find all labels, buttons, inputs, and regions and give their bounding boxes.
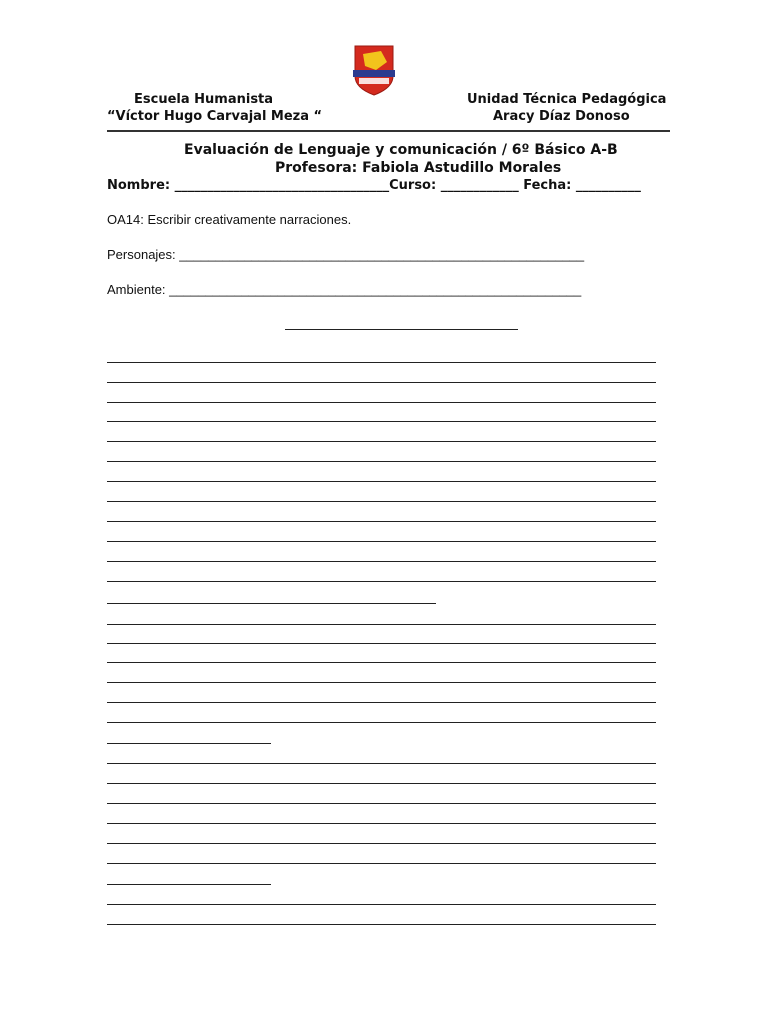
writing-line [107, 904, 656, 905]
writing-line [107, 441, 656, 442]
writing-line [107, 461, 656, 462]
writing-line [107, 783, 656, 784]
writing-line [107, 362, 656, 363]
writing-line [107, 624, 656, 625]
writing-line [107, 643, 656, 644]
story-title-line [285, 329, 518, 330]
writing-line [107, 662, 656, 663]
teacher-line: Profesora: Fabiola Astudillo Morales [275, 160, 562, 176]
unit-person: Aracy Díaz Donoso [493, 109, 630, 124]
school-logo [351, 42, 397, 96]
writing-line [107, 743, 271, 744]
writing-line [107, 521, 656, 522]
writing-line [107, 803, 656, 804]
writing-line [107, 863, 656, 864]
writing-line [107, 682, 656, 683]
writing-line [107, 581, 656, 582]
writing-line [107, 924, 656, 925]
writing-line [107, 823, 656, 824]
writing-line [107, 722, 656, 723]
exam-title: Evaluación de Lenguaje y comunicación / 6º Básico A-B [184, 142, 618, 158]
header-divider [107, 130, 670, 132]
writing-line [107, 702, 656, 703]
school-subname: “Víctor Hugo Carvajal Meza “ [107, 109, 323, 124]
writing-line [107, 561, 656, 562]
writing-line [107, 884, 271, 885]
writing-line [107, 501, 656, 502]
writing-line [107, 763, 656, 764]
writing-line [107, 481, 656, 482]
name-course-date-field: Nombre: _________________________________Curso: ____________ Fecha: __________ [107, 178, 641, 193]
writing-line [107, 402, 656, 403]
objective-text: OA14: Escribir creativamente narraciones. [107, 212, 352, 227]
school-name: Escuela Humanista [134, 92, 274, 107]
characters-field: Personajes: ________________________________________________________ [107, 247, 585, 262]
writing-line [107, 382, 656, 383]
unit-name: Unidad Técnica Pedagógica [467, 92, 667, 107]
writing-line [107, 421, 656, 422]
writing-line [107, 541, 656, 542]
writing-line [107, 843, 656, 844]
writing-line [107, 603, 436, 604]
setting-field: Ambiente: _________________________________________________________ [107, 282, 582, 297]
